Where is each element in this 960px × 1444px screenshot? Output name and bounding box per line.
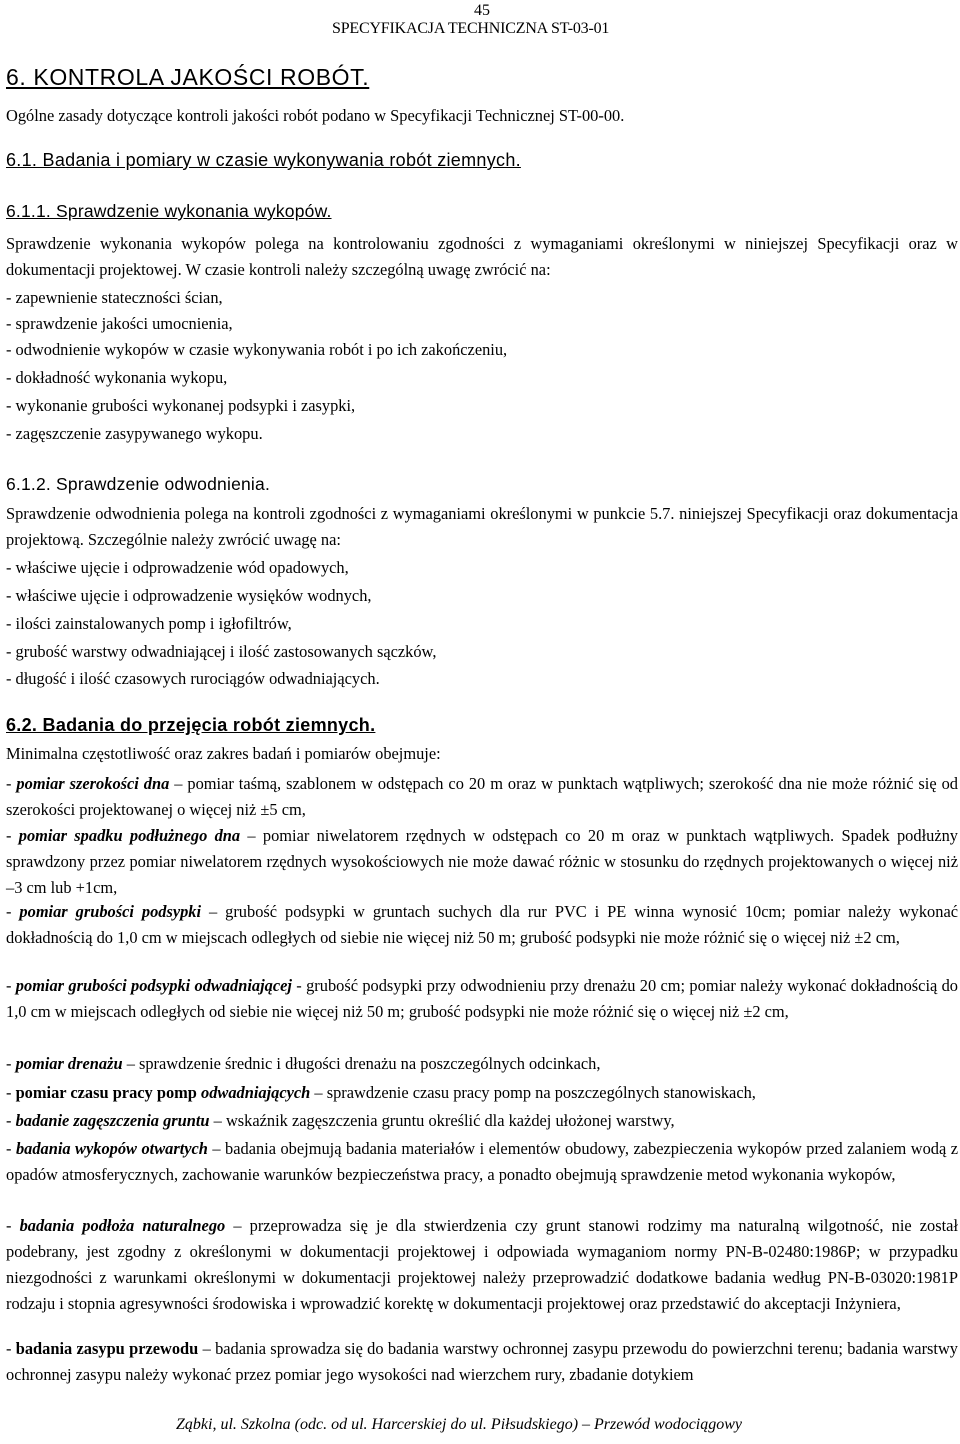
list-item: - pomiar grubości podsypki – grubość podsypki w gruntach suchych dla rur PVC i PE winna wynosić 10cm; pomiar należy wykonać dokładnością do 1,0 cm w miejscach odległych od siebie nie więcej niż 50 m; grubość podsypki nie może różnić się o więcej niż ±2 cm, xyxy=(6,902,959,947)
section-6-1-1-title: 6.1.1. Sprawdzenie wykonania wykopów. xyxy=(6,201,332,221)
list-item: - pomiar drenażu – sprawdzenie średnic i długości drenażu na poszczególnych odcinkach, xyxy=(6,1054,601,1073)
page-number: 45 xyxy=(474,2,490,19)
list-item: - zapewnienie stateczności ścian, xyxy=(6,288,223,307)
list-item: - pomiar grubości podsypki odwadniającej - grubość podsypki przy odwodnieniu przy drenażu 20 cm; pomiar należy wykonać dokładnością do 1,0 cm w miejscach odległych od siebie nie więcej niż 50 m; grubość podsypki nie może różnić się o więcej niż ±2 cm, xyxy=(6,976,958,1021)
section-6-title: 6. KONTROLA JAKOŚCI ROBÓT. xyxy=(6,64,370,90)
list-item: - pomiar szerokości dna – pomiar taśmą, szablonem w odstępach co 20 m oraz w punktach wątpliwych; szerokość dna nie może różnić się od szerokości projektowanej o więcej niż ±5 cm, xyxy=(6,774,958,819)
page-footer: Ząbki, ul. Szkolna (odc. od ul. Harcerskiej do ul. Piłsudskiego) – Przewód wodociągowy xyxy=(176,1416,743,1433)
section-6-2-intro: Minimalna częstotliwość oraz zakres badań i pomiarów obejmuje: xyxy=(6,744,441,763)
list-item: - odwodnienie wykopów w czasie wykonywania robót i po ich zakończeniu, xyxy=(6,340,508,359)
list-item: - ilości zainstalowanych pomp i igłofiltrów, xyxy=(6,614,292,633)
section-6-1-2-title: 6.1.2. Sprawdzenie odwodnienia. xyxy=(6,474,271,494)
section-6-1-title: 6.1. Badania i pomiary w czasie wykonywania robót ziemnych. xyxy=(6,150,521,170)
list-item: - wykonanie grubości wykonanej podsypki i zasypki, xyxy=(6,396,356,415)
list-item: - pomiar czasu pracy pomp odwadniających – sprawdzenie czasu pracy pomp na poszczególnych stanowiskach, xyxy=(6,1083,756,1102)
list-item: - badanie zagęszczenia gruntu – wskaźnik zagęszczenia gruntu określić dla każdej ułożonej warstwy, xyxy=(6,1111,675,1130)
list-item: - dokładność wykonania wykopu, xyxy=(6,368,228,387)
list-item: - właściwe ujęcie i odprowadzenie wysięków wodnych, xyxy=(6,586,372,605)
section-6-2-title: 6.2. Badania do przejęcia robót ziemnych. xyxy=(6,715,376,735)
list-item: - grubość warstwy odwadniającej i ilość zastosowanych sączków, xyxy=(6,642,437,661)
section-6-1-1-paragraph: Sprawdzenie wykonania wykopów polega na kontrolowaniu zgodności z wymaganiami określonymi w niniejszej Specyfikacji oraz w dokumentacji projektowej. W czasie kontroli należy szczególną uwagę zwrócić na: xyxy=(6,234,958,279)
list-item: - właściwe ujęcie i odprowadzenie wód opadowych, xyxy=(6,558,349,577)
list-item: - badania podłoża naturalnego – przeprowadza się je dla stwierdzenia czy grunt stanowi rodzimy ma naturalną wilgotność, nie został podebrany, jest zgodny z określonymi w dokumentacji projektowej i odpowiada wymaganiom normy PN-B-02480:1986P; w przypadku niezgodności z warunkami określonymi w dokumentacji projektowej należy przeprowadzić dodatkowe badania według PN-B-03020:1981P rodzaju i stopnia agresywności środowiska i wprowadzić korektę w dokumentacji projektowej oraz przedstawić do akceptacji Inżyniera, xyxy=(6,1216,958,1313)
list-item: - pomiar spadku podłużnego dna – pomiar niwelatorem rzędnych w odstępach co 20 m oraz w punktach wątpliwych. Spadek podłużny sprawdzony przez pomiar niwelatorem rzędnych wysokościowych nie może dawać różnic w stosunku do rzędnych projektowanych o więcej niż –3 cm lub +1cm, xyxy=(6,826,958,897)
list-item: - badania wykopów otwartych – badania obejmują badania materiałów i elementów obudowy, zabezpieczenia wykopów przed zalaniem wodą z opadów atmosferycznych, zachowanie warunków bezpieczeństwa pracy, a ponadto obejmują sprawdzenie metod wykonania wykopów, xyxy=(6,1139,958,1184)
list-item: - badania zasypu przewodu – badania sprowadza się do badania warstwy ochronnej zasypu przewodu do powierzchni terenu; badania warstwy ochronnej zasypu należy wykonać przez pomiar jego wysokości nad wierzchem rury, zbadanie dotykiem xyxy=(6,1339,958,1384)
list-item: - sprawdzenie jakości umocnienia, xyxy=(6,314,233,333)
list-item: - długość i ilość czasowych rurociągów odwadniających. xyxy=(6,669,380,688)
spec-code: SPECYFIKACJA TECHNICZNA ST-03-01 xyxy=(332,20,610,37)
list-item: - zagęszczenie zasypywanego wykopu. xyxy=(6,424,263,443)
section-6-intro: Ogólne zasady dotyczące kontroli jakości robót podano w Specyfikacji Technicznej ST-00-00. xyxy=(6,106,625,125)
section-6-1-2-paragraph: Sprawdzenie odwodnienia polega na kontroli zgodności z wymaganiami określonymi w punkcie 5.7. niniejszej Specyfikacji oraz dokumentacja projektową. Szczególnie należy zwrócić uwagę na: xyxy=(6,504,958,549)
